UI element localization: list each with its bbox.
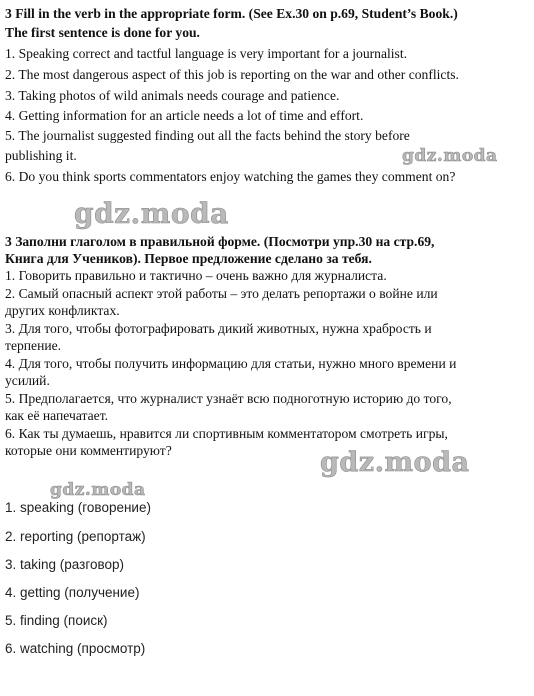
sentence-ru-3-cont: терпение. — [5, 338, 62, 353]
sentence-ru-6-cont: которые они комментируют? — [5, 443, 172, 458]
sentence-ru-5-cont: как её напечатает. — [5, 408, 109, 423]
sentence-en-5-cont: publishing it. — [5, 148, 77, 163]
exercise-subheading-en: The first sentence is done for you. — [5, 25, 200, 40]
sentence-ru-4: 4. Для того, чтобы получить информацию для статьи, нужно много времени и — [5, 356, 457, 371]
watermark: gdz.moda — [402, 146, 498, 166]
exercise-heading-en: 3 Fill in the verb in the appropriate form. (See Ex.30 on p.69, Student’s Book.) — [5, 6, 458, 21]
exercise-heading-ru-2: Книга для Учеников). Первое предложение сделано за тебя. — [5, 251, 372, 266]
sentence-ru-5: 5. Предполагается, что журналист узнаёт всю подноготную историю до того, — [5, 391, 452, 406]
sentence-ru-1: 1. Говорить правильно и тактично – очень важно для журналиста. — [5, 268, 387, 283]
answer-2: 2. reporting (репортаж) — [5, 529, 146, 544]
sentence-en-6: 6. Do you think sports commentators enjoy watching the games they comment on? — [5, 169, 456, 184]
answer-4: 4. getting (получение) — [5, 585, 140, 600]
watermark: gdz.moda — [50, 480, 146, 500]
watermark: gdz.moda — [320, 447, 470, 478]
sentence-ru-2: 2. Самый опасный аспект этой работы – это делать репортажи о войне или — [5, 286, 438, 301]
sentence-en-3: 3. Taking photos of wild animals needs courage and patience. — [5, 88, 340, 103]
answer-5: 5. finding (поиск) — [5, 613, 108, 628]
sentence-ru-4-cont: усилий. — [5, 373, 50, 388]
exercise-heading-ru: 3 Заполни глаголом в правильной форме. (Посмотри упр.30 на стр.69, — [5, 234, 435, 249]
answer-6: 6. watching (просмотр) — [5, 641, 146, 656]
answer-1: 1. speaking (говорение) — [5, 500, 151, 515]
answer-3: 3. taking (разговор) — [5, 557, 125, 572]
sentence-en-4: 4. Getting information for an article needs a lot of time and effort. — [5, 108, 364, 123]
sentence-en-1: 1. Speaking correct and tactful language is very important for a journalist. — [5, 46, 408, 61]
sentence-ru-3: 3. Для того, чтобы фотографировать дикий животных, нужна храбрость и — [5, 321, 432, 336]
watermark: gdz.moda — [74, 197, 229, 230]
sentence-en-5: 5. The journalist suggested finding out all the facts behind the story before — [5, 128, 410, 143]
sentence-ru-6: 6. Как ты думаешь, нравится ли спортивным комментатором смотреть игры, — [5, 426, 448, 441]
sentence-ru-2-cont: других конфликтах. — [5, 303, 120, 318]
sentence-en-2: 2. The most dangerous aspect of this job is reporting on the war and other conflicts. — [5, 67, 459, 82]
